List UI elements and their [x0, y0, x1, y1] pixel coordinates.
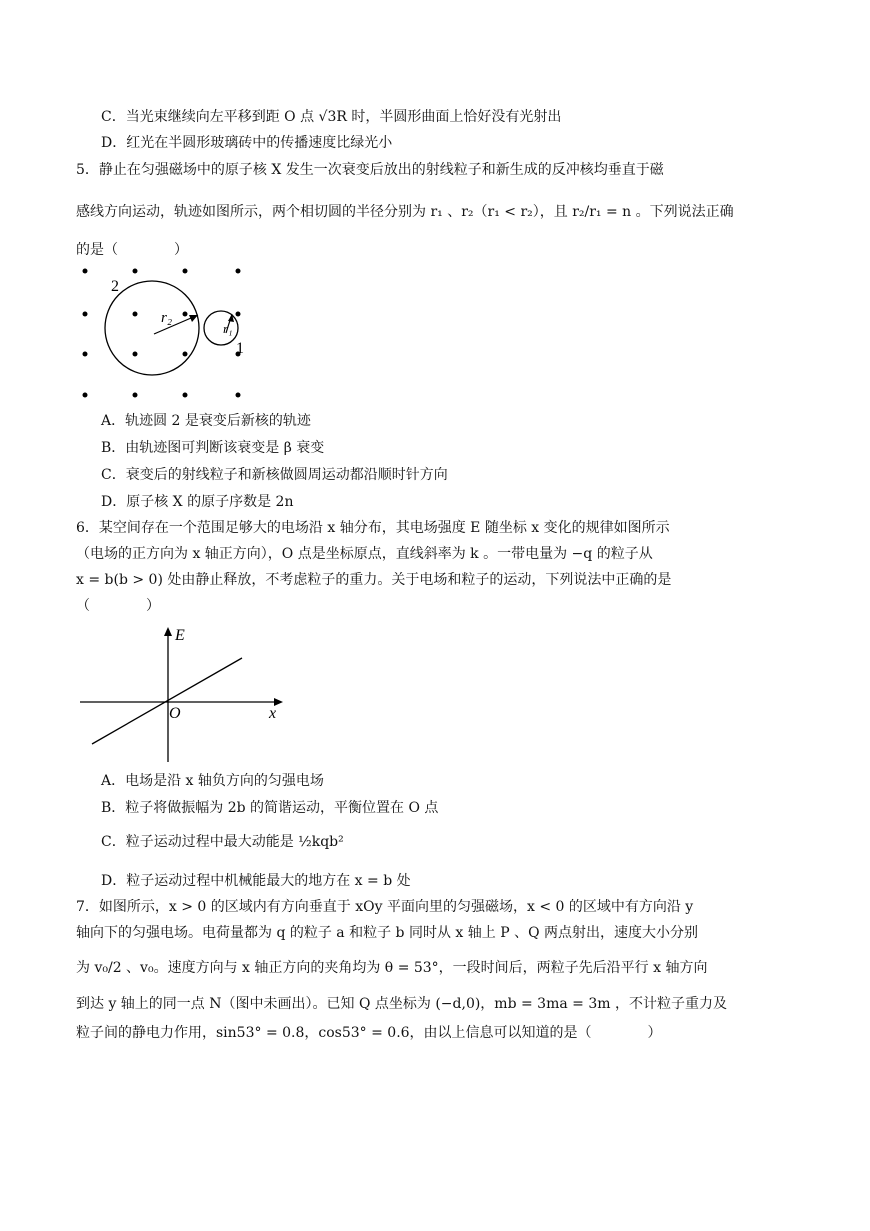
q5-label-2: 2 — [111, 278, 119, 295]
q6-stem-line4: （ ） — [76, 598, 160, 614]
q6-label-x: x — [269, 705, 277, 722]
trajectory-circle-2 — [105, 281, 199, 375]
q6-label-E: E — [175, 627, 185, 644]
q6-stem-line2: （电场的正方向为 x 轴正方向），O 点是坐标原点，直线斜率为 k 。一带电量为 −q 的粒子从 — [76, 546, 653, 562]
q6-stem-line3: x = b(b > 0) 处由静止释放，不考虑粒子的重力。关于电场和粒子的运动，下列说法中正确的是 — [76, 572, 672, 588]
q6-label-O: O — [169, 705, 181, 722]
trajectory-circle-1 — [204, 311, 238, 345]
q5-option-d: D．原子核 X 的原子序数是 2n — [101, 494, 294, 510]
q7-stem-line3: 为 v₀/2 、v₀。速度方向与 x 轴正方向的夹角均为 θ = 53°，一段时间后，两粒子先后沿平行 x 轴方向 — [76, 960, 708, 976]
q6-stem-line1: 6．某空间存在一个范围足够大的电场沿 x 轴分布，其电场强度 E 随坐标 x 变化的规律如图所示 — [76, 520, 670, 536]
q6-option-b: B．粒子将做振幅为 2b 的简谐运动，平衡位置在 O 点 — [101, 800, 439, 816]
q5-magnetic-field-figure — [76, 262, 256, 402]
q5-option-b: B．由轨迹图可判断该衰变是 β 衰变 — [101, 440, 325, 456]
q5-label-r1: r₁ — [223, 321, 233, 336]
q4-option-c: C．当光束继续向左平移到距 O 点 √3R 时，半圆形曲面上恰好没有光射出 — [101, 109, 562, 125]
q5-stem-line3: 的是（ ） — [76, 242, 188, 258]
q5-option-c: C．衰变后的射线粒子和新核做圆周运动都沿顺时针方向 — [101, 467, 448, 483]
field-dots — [83, 269, 241, 398]
e-field-line — [92, 658, 242, 744]
q6-option-a: A．电场是沿 x 轴负方向的匀强电场 — [101, 773, 324, 789]
q5-label-1: 1 — [236, 340, 244, 357]
q5-label-r2: r₂ — [161, 310, 173, 326]
q7-stem-line2: 轴向下的匀强电场。电荷量都为 q 的粒子 a 和粒子 b 同时从 x 轴上 P 、Q 两点射出，速度大小分别 — [76, 925, 699, 941]
q6-option-c: C．粒子运动过程中最大动能是 ½kqb² — [101, 834, 344, 850]
q6-e-x-graph — [78, 622, 288, 764]
q6-option-d: D．粒子运动过程中机械能最大的地方在 x = b 处 — [101, 873, 411, 889]
q7-stem-line4: 到达 y 轴上的同一点 N（图中未画出）。已知 Q 点坐标为 (−d,0)，mb = 3ma = 3m ，不计粒子重力及 — [76, 996, 727, 1012]
q7-stem-line1: 7．如图所示，x > 0 的区域内有方向垂直于 xOy 平面向里的匀强磁场，x < 0 的区域中有方向沿 y — [76, 899, 694, 915]
q5-stem-line2: 感线方向运动，轨迹如图所示，两个相切圆的半径分别为 r₁ 、r₂（r₁ < r₂），且 r₂/r₁ = n 。下列说法正确 — [76, 204, 734, 220]
q4-option-d: D．红光在半圆形玻璃砖中的传播速度比绿光小 — [101, 135, 393, 151]
q5-option-a: A．轨迹圆 2 是衰变后新核的轨迹 — [101, 413, 311, 429]
q5-stem-line1: 5．静止在匀强磁场中的原子核 X 发生一次衰变后放出的射线粒子和新生成的反冲核均垂直于磁 — [76, 162, 664, 178]
q7-stem-line5: 粒子间的静电力作用，sin53° = 0.8，cos53° = 0.6，由以上信息可以知道的是（ ） — [76, 1025, 662, 1041]
e-axis-arrowhead — [164, 627, 172, 636]
